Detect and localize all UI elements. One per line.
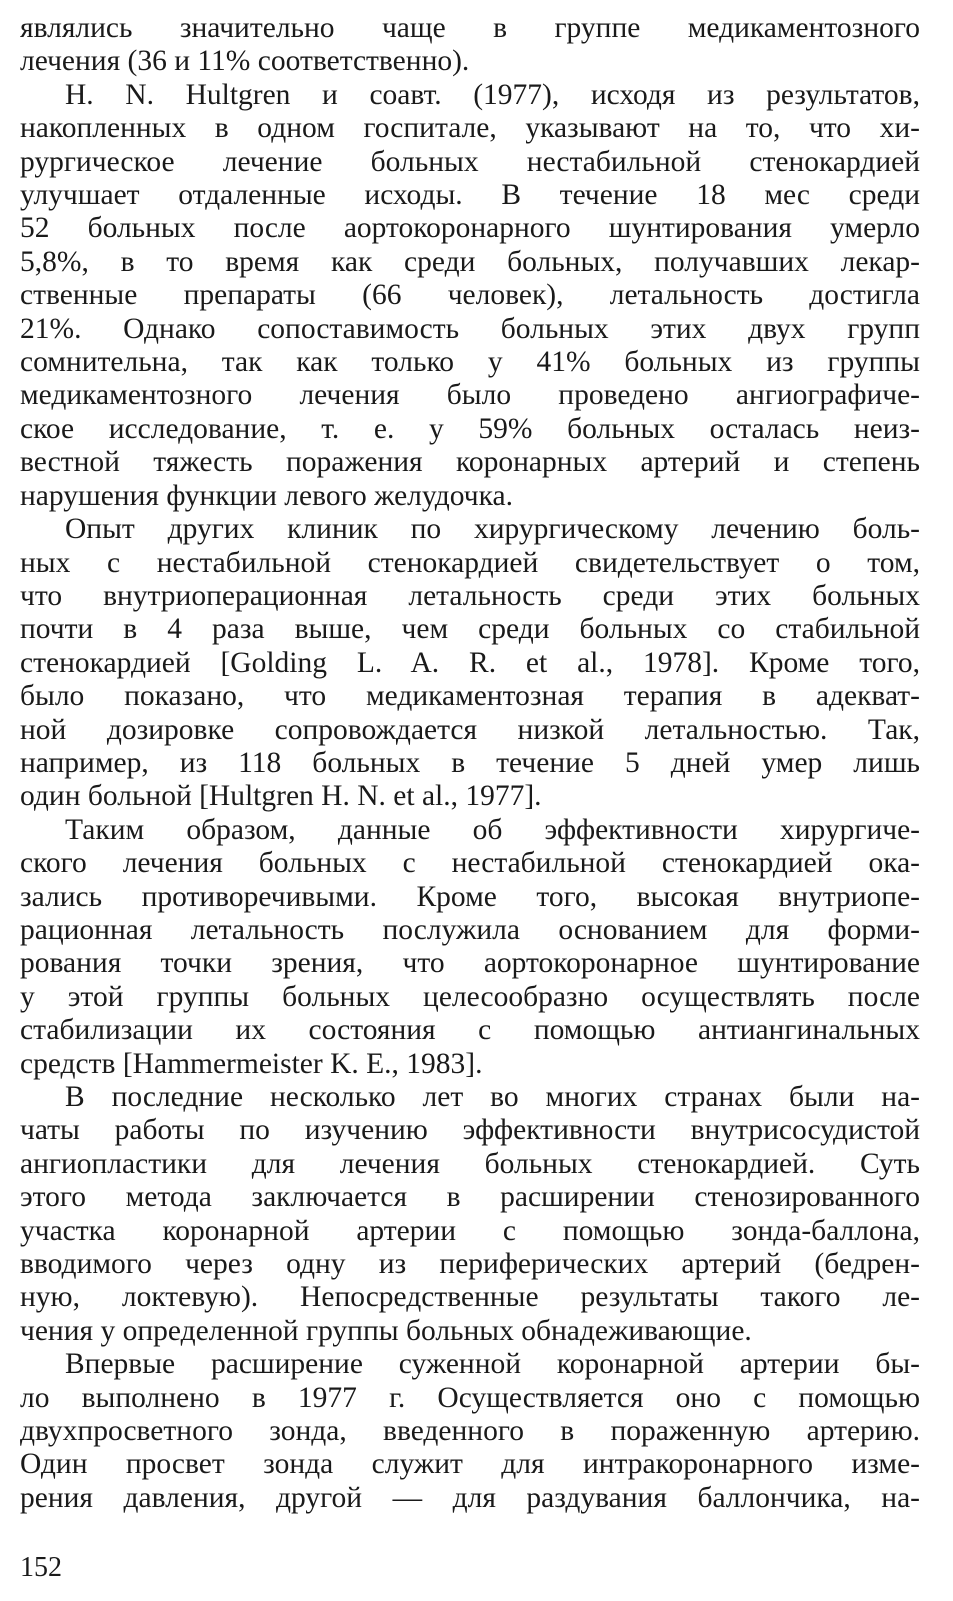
text-line: Опыт других клиник по хирургическому лечению боль- [65,513,920,546]
text-line: вводимого через одну из периферических артерий (бедрен- [20,1248,920,1281]
text-line: ственные препараты (66 человек), летальность достигла [20,279,920,312]
text-line: почти в 4 раза выше, чем среди больных со стабильной [20,613,920,646]
text-line: ных с нестабильной стенокардией свидетельствует о том, [20,546,920,579]
text-line: накопленных в одном госпитале, указывают на то, что хи- [20,112,920,145]
text-line: стабилизации их состояния с помощью антиангинальных [20,1014,920,1047]
text-line: ское исследование, т. е. у 59% больных осталась неиз- [20,412,920,445]
text-line: являлись значительно чаще в группе медикаментозного [20,12,920,44]
text-line: сомнительна, так как только у 41% больных из группы [20,346,920,379]
text-line: Впервые расширение суженной коронарной артерии бы- [65,1348,920,1381]
paragraph-5 [20,1081,920,1348]
text-line: вестной тяжесть поражения коронарных артерий и степень [20,446,920,479]
page-number: 152 [20,1552,62,1583]
text-line: лечения (36 и 11% соответственно). [20,45,470,78]
text-line: зались противоречивыми. Кроме того, высокая внутриопе- [20,880,920,913]
text-line: что внутриоперационная летальность среди этих больных [20,579,920,612]
text-line: например, из 118 больных в течение 5 дней умер лишь [20,746,920,779]
text-line: средств [Hammermeister K. E., 1983]. [20,1047,483,1080]
text-line: 21%. Однако сопоставимость больных этих двух групп [20,312,920,345]
text-line: чаты работы по изучению эффективности внутрисосудистой [20,1114,920,1147]
text-line: рения давления, другой — для раздувания баллончика, на- [20,1481,920,1514]
text-line: H. N. Hultgren и соавт. (1977), исходя из результатов, [65,78,920,111]
paragraph-3 [20,513,920,814]
paragraph-1 [20,12,920,79]
paragraph-4 [20,814,920,1081]
text-line: рургическое лечение больных нестабильной стенокардией [20,145,920,178]
text-line: ло выполнено в 1977 г. Осуществляется оно с помощью [20,1381,920,1414]
text-line: ского лечения больных с нестабильной стенокардией ока- [20,847,920,880]
text-line: рационная летальность послужила основанием для форми- [20,913,920,946]
text-line: нарушения функции левого желудочка. [20,479,513,512]
text-line: В последние несколько лет во многих странах были на- [65,1081,920,1113]
text-line: медикаментозного лечения было проведено ангиографиче- [20,379,920,412]
paragraph-2 [20,79,920,513]
text-line: двухпросветного зонда, введенного в пораженную артерию. [20,1415,920,1448]
text-line: у этой группы больных целесообразно осуществлять после [20,980,920,1013]
text-line: 5,8%, в то время как среди больных, получавших лекар- [20,245,920,278]
text-line: Таким образом, данные об эффективности хирургиче- [65,813,920,846]
text-line: Один просвет зонда служит для интракоронарного изме- [20,1448,920,1481]
text-line: ной дозировке сопровождается низкой летальностью. Так, [20,713,920,746]
text-line: 52 больных после аортокоронарного шунтирования умерло [20,212,920,245]
text-line: было показано, что медикаментозная терапия в адекват- [20,680,920,713]
text-line: чения у определенной группы больных обнадеживающие. [20,1314,752,1347]
text-line: стенокардией [Golding L. A. R. et al., 1978]. Кроме того, [20,646,920,679]
text-line: участка коронарной артерии с помощью зонда-баллона, [20,1214,920,1247]
text-line: ангиопластики для лечения больных стенокардией. Суть [20,1147,920,1180]
text-line: этого метода заключается в расширении стенозированного [20,1181,920,1214]
document-page [20,12,920,1515]
text-line: один больной [Hultgren H. N. et al., 1977]. [20,780,542,813]
text-line: рования точки зрения, что аортокоронарное шунтирование [20,947,920,980]
paragraph-6 [20,1348,920,1515]
text-line: ную, локтевую). Непосредственные результаты такого ле- [20,1281,920,1314]
text-line: улучшает отдаленные исходы. В течение 18 мес среди [20,179,920,212]
